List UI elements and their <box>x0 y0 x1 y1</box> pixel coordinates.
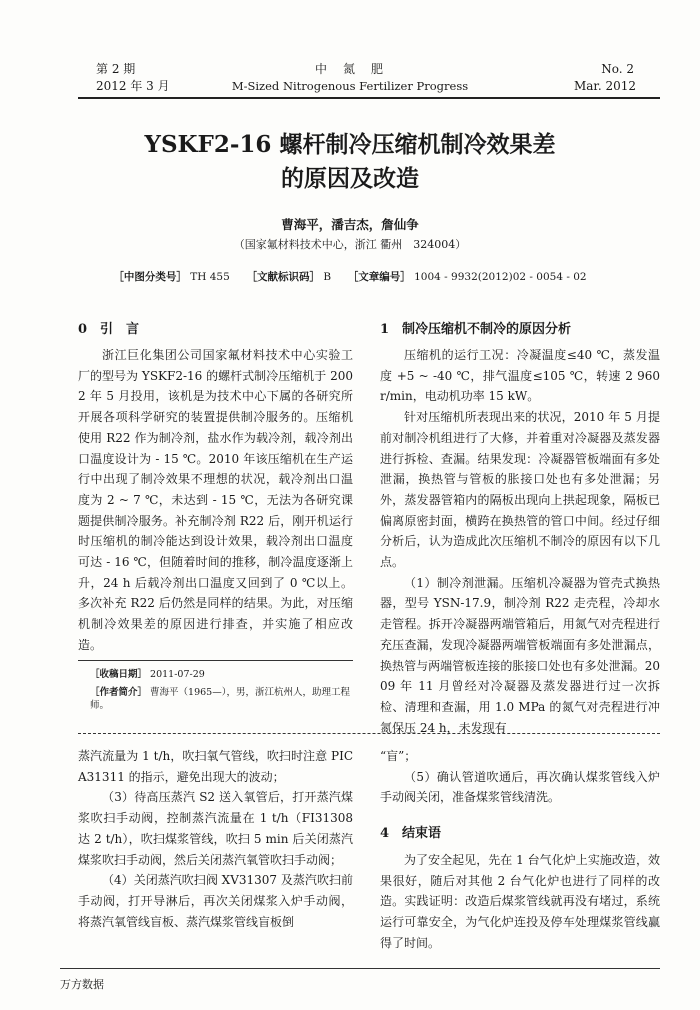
header-journal-en: M-Sized Nitrogenous Fertilizer Progress <box>231 79 469 93</box>
blind-continuation: “盲”； <box>380 749 417 763</box>
footer-watermark: 万方数据 <box>60 978 104 991</box>
section-4-heading: 4 结束语 <box>380 826 442 841</box>
classification-line <box>60 269 640 284</box>
bottom-left-column <box>78 746 353 932</box>
article-title-line2: 的原因及改造 <box>281 165 419 192</box>
header-issue-en: No. 2 <box>601 62 634 76</box>
header-date-cn: 2012 年 3 月 <box>96 79 170 93</box>
header-issue-cn: 第 2 期 <box>96 62 136 76</box>
section-1-heading: 1 制冷压缩机不制冷的原因分析 <box>380 322 572 337</box>
step-5-paragraph: （5）确认管道吹通后，再次确认煤浆管线入炉手动阀关闭，准备煤浆管线清洗。 <box>380 769 660 805</box>
step-4-paragraph: （4）关闭蒸汽吹扫阀 XV31307 及蒸汽吹扫前手动阀，打开导淋后，再次关闭煤浆入炉手动阀，将蒸汽氧管线盲板、蒸汽煤浆管线盲板倒 <box>78 873 353 929</box>
header-date-en: Mar. 2012 <box>573 79 636 93</box>
bottom-right-column <box>380 746 660 808</box>
received-date: 2011-07-29 <box>150 669 205 680</box>
author-bio-label: ［作者简介］ <box>90 687 148 698</box>
doc-code-value: B <box>323 271 332 283</box>
footnote-author <box>90 686 352 712</box>
article-number-value: 1004 - 9932(2012)02 - 0054 - 02 <box>414 271 587 283</box>
footnote-rule <box>78 660 353 661</box>
steam-flow-paragraph: 蒸汽流量为 1 t/h，吹扫氧气管线，吹扫时注意 PICA31311 的指示，避免出现大的波动； <box>78 749 353 784</box>
inspection-paragraph: 针对压缩机所表现出来的状况，2010 年 5 月提前对制冷机组进行了大修，并着重对冷凝器及蒸发器进行拆检、查漏。结果发现：冷凝器管板端面有多处泄漏，换热管与管板的胀接口处也有多处泄漏；另外，蒸发器管箱内的隔板出现向上拱起现象，隔板已偏离原密封面，横跨在换热管的管口中间。经过仔细分析后，认为造成此次压缩机不制冷的原因有以下几点。 <box>380 410 660 570</box>
doc-code-label: ［文献标识码］ <box>246 271 320 283</box>
article-affiliation: （国家氟材料技术中心，浙江 衢州 324004） <box>233 238 467 251</box>
received-label: ［收稿日期］ <box>90 669 148 680</box>
section-intro-heading: 0 引 言 <box>78 322 140 337</box>
refrigerant-leak-paragraph: （1）制冷剂泄漏。压缩机冷凝器为管壳式换热器，型号 YSN-17.9，制冷剂 R22 走壳程，冷却水走管程。拆开冷凝器两端管箱后，用氮气对壳程进行充压查漏，发现冷凝器两端管板端面有多处泄漏点，换热管与两端管板连接的胀接口处也有多处泄漏。2009 年 11 月曾经对冷凝器及蒸发器进行过一次拆检、清理和查漏，用 1.0 MPa 的氮气对壳程进行冲氮保压 24 h，未发现有 <box>380 575 660 735</box>
operating-conditions-paragraph: 压缩机的运行工况：冷凝温度≤40 ℃，蒸发温度 +5 ~ -40 ℃，排气温度≤105 ℃，转速 2 960 r/min，电动机功率 15 kW。 <box>380 348 660 404</box>
conclusion-body <box>380 850 660 954</box>
article-number-label: ［文章编号］ <box>347 271 411 283</box>
step-3-paragraph: （3）待高压蒸汽 S2 送入氧管后，打开蒸汽煤浆吹扫手动阀，控制蒸汽流量在 1 t/h（FI31308 达 2 t/h），吹扫煤浆管线，吹扫 5 min 后关闭蒸汽煤浆吹扫手动阀，然后关闭蒸汽氧管吹扫手动阀； <box>78 790 353 867</box>
article-title-line1: YSKF2-16 螺杆制冷压缩机制冷效果差 <box>144 131 556 158</box>
article-authors: 曹海平，潘吉杰，詹仙争 <box>281 217 419 232</box>
footnote-received <box>90 668 352 681</box>
article-separator <box>78 733 660 734</box>
left-column-body <box>78 345 353 656</box>
intro-paragraph: 浙江巨化集团公司国家氟材料技术中心实验工厂的型号为 YSKF2-16 的螺杆式制冷压缩机于 2002 年 5 月投用，该机是为技术中心下属的各研究所开展各项科学研究的装置提供制冷服务的。压缩机使用 R22 作为制冷剂，盐水作为载冷剂，载冷剂出口温度设计为 - 15 ℃。2010 年该压缩机在生产运行中出现了制冷效果不理想的状况，载冷剂出口温度为 2 ~ 7 ℃，未达到 - 15 ℃，无法为各研究课题提供制冷服务。补充制冷剂 R22 后，刚开机运行时压缩机的制冷能达到设计效果，载冷剂出口温度可达 - 16 ℃，但随着时间的推移，制冷温度逐渐上升，24 h 后载冷剂出口温度又回到了 0 ℃以上。多次补充 R22 后仍然是同样的结果。为此，对压缩机制冷效果差的原因进行排查，并实施了相应改造。 <box>78 348 353 652</box>
right-column-body <box>380 345 660 738</box>
class-value: TH 455 <box>190 271 230 283</box>
header-journal-cn: 中 氮 肥 <box>314 62 385 76</box>
class-label: ［中图分类号］ <box>113 271 187 283</box>
header-rule <box>78 97 660 99</box>
author-bio: 曹海平（1965—），男，浙江杭州人，助理工程师。 <box>90 687 350 711</box>
footer-rule <box>60 968 660 969</box>
conclusion-paragraph: 为了安全起见，先在 1 台气化炉上实施改造，效果很好，随后对其他 2 台气化炉也进行了同样的改造。实践证明：改造后煤浆管线就再没有堵过，系统运行可靠安全，为气化炉连投及停车处理煤浆管线赢得了时间。 <box>380 853 660 950</box>
